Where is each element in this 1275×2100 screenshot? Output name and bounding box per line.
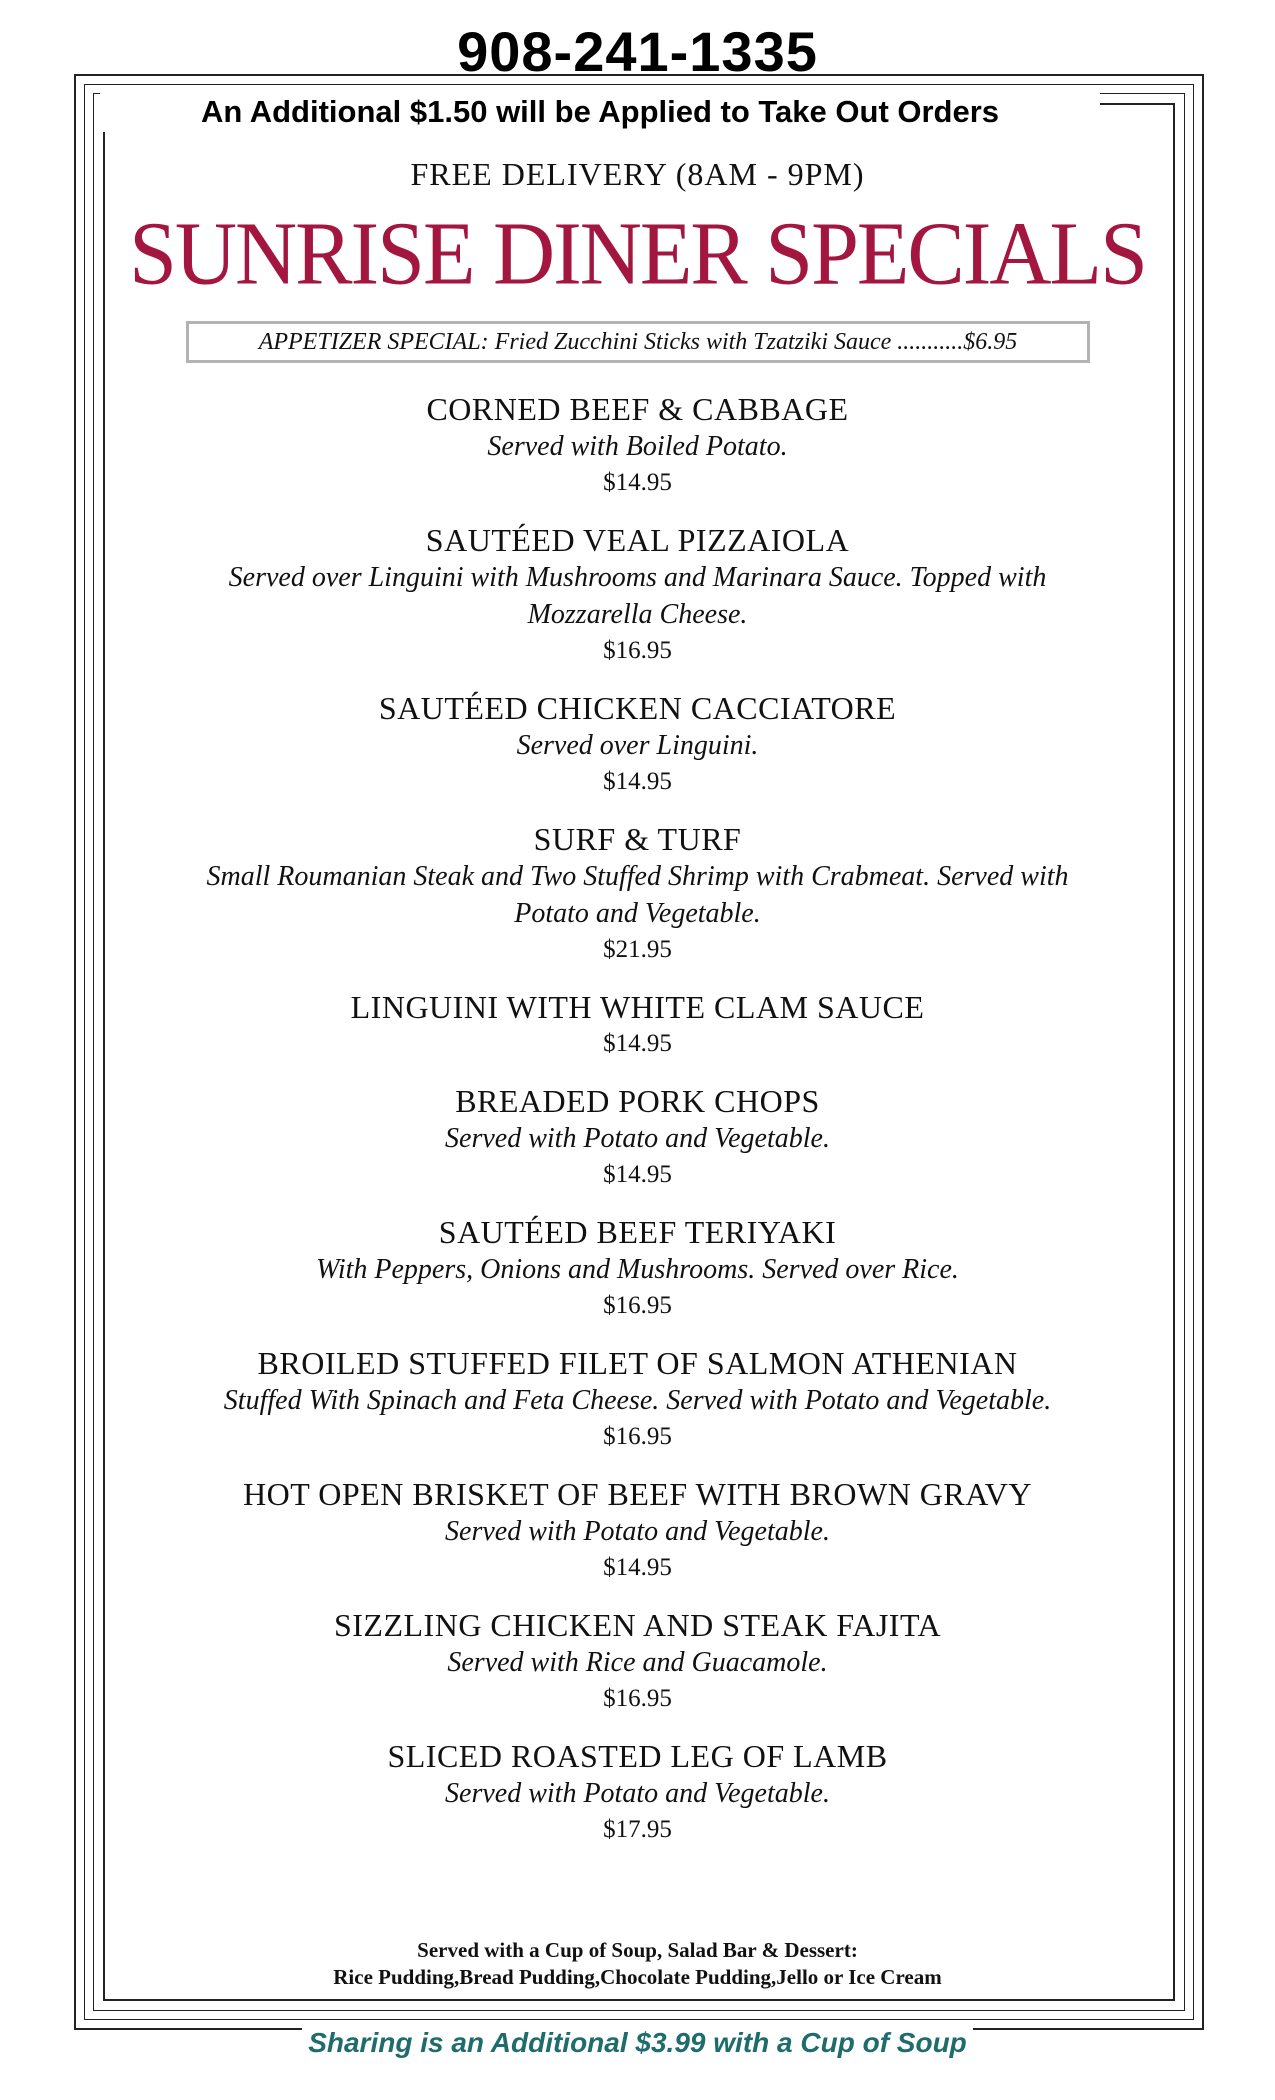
item-price: $14.95 [603, 1030, 672, 1057]
item-price: $14.95 [603, 469, 672, 496]
menu-item [150, 988, 1125, 1062]
item-description: Small Roumanian Steak and Two Stuffed Shrimp with Crabmeat. Served with Potato and Vegetable. [206, 861, 1069, 929]
item-name: BREADED PORK CHOPS [455, 1083, 820, 1119]
menu-item [150, 521, 1125, 669]
item-price: $17.95 [603, 1816, 672, 1843]
item-description: Served over Linguini with Mushrooms and Marinara Sauce. Topped with Mozzarella Cheese. [228, 562, 1047, 630]
menu-item [150, 689, 1125, 800]
item-name: SAUTÉED VEAL PIZZAIOLA [425, 522, 850, 558]
item-name: SAUTÉED CHICKEN CACCIATORE [378, 690, 897, 726]
menu-item [150, 1213, 1125, 1324]
item-description: Served over Linguini. [516, 730, 759, 761]
item-description: Stuffed With Spinach and Feta Cheese. Served with Potato and Vegetable. [223, 1385, 1052, 1416]
page-title: SUNRISE DINER SPECIALS [129, 202, 1146, 304]
item-name: SAUTÉED BEEF TERIYAKI [438, 1214, 837, 1250]
item-price: $14.95 [603, 768, 672, 795]
item-name: SURF & TURF [533, 821, 742, 857]
item-name: SIZZLING CHICKEN AND STEAK FAJITA [333, 1607, 942, 1643]
item-name: HOT OPEN BRISKET OF BEEF WITH BROWN GRAVY [243, 1476, 1032, 1512]
item-price: $16.95 [603, 1685, 672, 1712]
item-description: Served with Rice and Guacamole. [447, 1647, 828, 1678]
phone-number: 908-241-1335 [457, 20, 818, 83]
item-name: SLICED ROASTED LEG OF LAMB [387, 1738, 888, 1774]
item-description: With Peppers, Onions and Mushrooms. Served over Rice. [316, 1254, 959, 1285]
menu-item [150, 1737, 1125, 1848]
item-name: BROILED STUFFED FILET OF SALMON ATHENIAN [257, 1345, 1018, 1381]
menu-item [150, 1475, 1125, 1586]
menu-item [150, 1344, 1125, 1455]
item-price: $16.95 [603, 1423, 672, 1450]
specials-list [150, 390, 1125, 1868]
menu-item [150, 820, 1125, 968]
item-description: Served with Potato and Vegetable. [445, 1778, 830, 1809]
item-description: Served with Potato and Vegetable. [445, 1123, 830, 1154]
item-description: Served with Boiled Potato. [487, 431, 788, 462]
included-sides-note [150, 1937, 1125, 1991]
item-name: LINGUINI WITH WHITE CLAM SAUCE [350, 989, 925, 1025]
appetizer-special: APPETIZER SPECIAL: Fried Zucchini Sticks with Tzatziki Sauce ...........$6.95 [186, 321, 1090, 363]
menu-item [150, 390, 1125, 501]
item-price: $21.95 [603, 936, 672, 963]
menu-item [150, 1082, 1125, 1193]
item-name: CORNED BEEF & CABBAGE [426, 391, 849, 427]
sharing-note [0, 2026, 1275, 2060]
included-sides-line-1: Served with a Cup of Soup, Salad Bar & Dessert: [417, 1938, 858, 1962]
menu-item [150, 1606, 1125, 1717]
takeout-note: An Additional $1.50 will be Applied to Take Out Orders [100, 92, 1100, 132]
included-sides-line-2: Rice Pudding,Bread Pudding,Chocolate Pudding,Jello or Ice Cream [333, 1965, 942, 1989]
item-price: $16.95 [603, 1292, 672, 1319]
item-price: $14.95 [603, 1161, 672, 1188]
item-price: $16.95 [603, 637, 672, 664]
delivery-hours: FREE DELIVERY (8AM - 9PM) [410, 156, 865, 192]
item-price: $14.95 [603, 1554, 672, 1581]
item-description: Served with Potato and Vegetable. [445, 1516, 830, 1547]
sharing-note-text: Sharing is an Additional $3.99 with a Cup of Soup [302, 2027, 973, 2058]
